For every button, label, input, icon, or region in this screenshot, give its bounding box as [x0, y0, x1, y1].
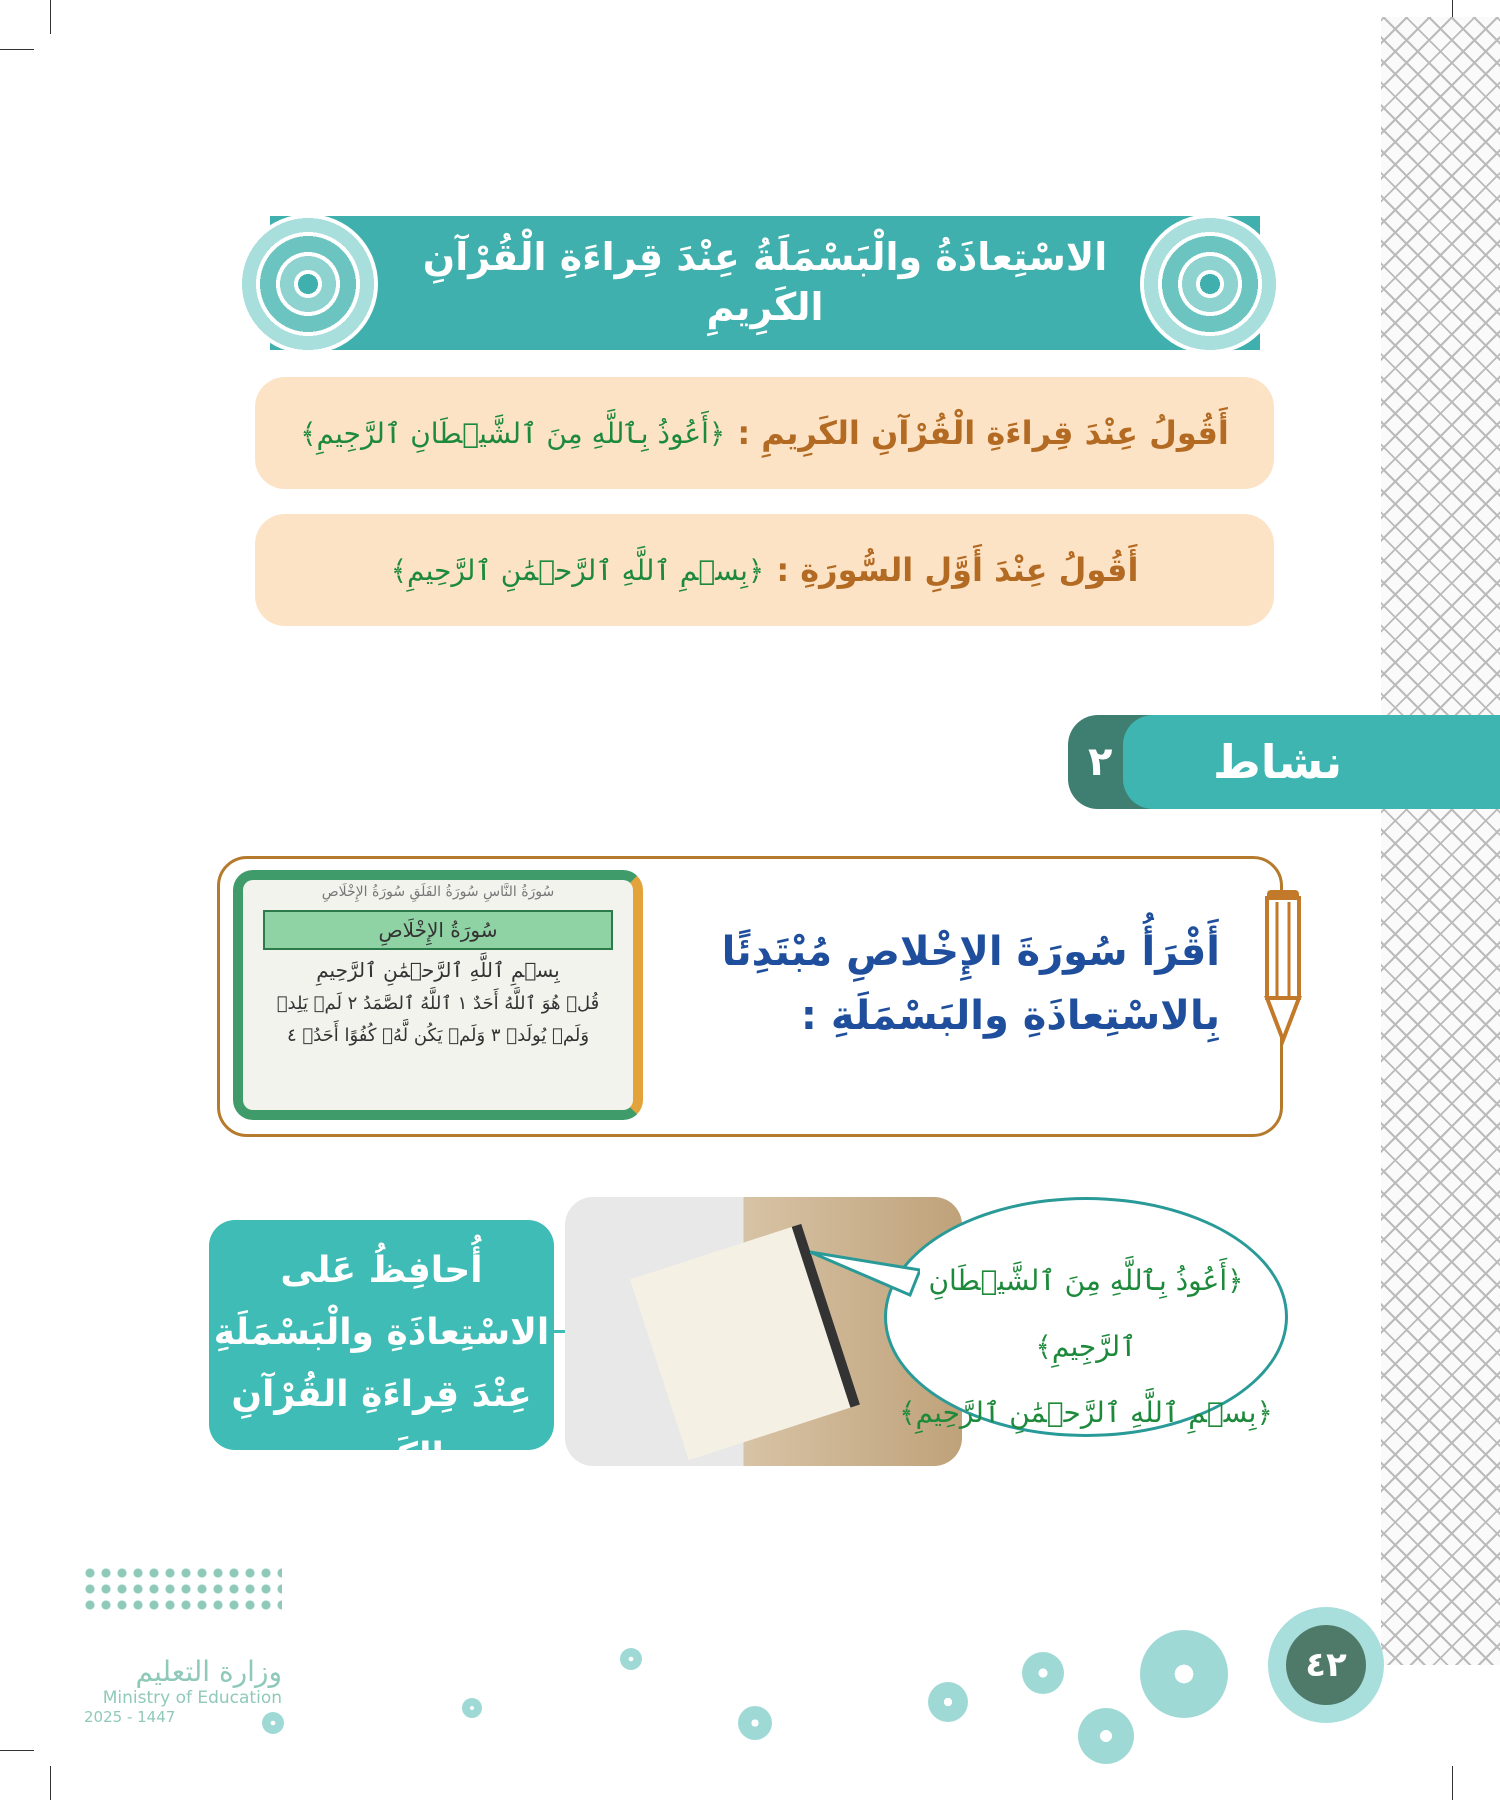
rule-label: أَقُولُ عِنْدَ أَوَّلِ السُّورَةِ :	[776, 551, 1139, 589]
rosette-icon	[738, 1706, 772, 1740]
logo-year: 2025 - 1447	[84, 1708, 176, 1726]
mushaf-verses: قُلۡ هُوَ ٱللَّهُ أَحَدٌ ١ ٱللَّهُ ٱلصَّمَدُ ٢ لَمۡ يَلِدۡ وَلَمۡ يُولَدۡ ٣ وَلَمۡ يَكُن لَّهُۥ كُفُوًا أَحَدُۢ ٤	[276, 993, 600, 1046]
decorative-pattern-strip	[1381, 17, 1500, 1665]
activity-number: ٢	[1068, 715, 1208, 809]
crop-mark	[50, 0, 51, 34]
rosette-icon	[928, 1682, 968, 1722]
rosette-icon	[1022, 1652, 1064, 1694]
lesson-title-banner	[270, 216, 1260, 350]
crop-mark	[0, 1750, 34, 1751]
crop-mark	[1452, 1766, 1453, 1800]
speech-bubble	[884, 1197, 1288, 1437]
rosette-icon	[1140, 1630, 1228, 1718]
rule-quote: ﴿بِسۡمِ ٱللَّهِ ٱلرَّحۡمَٰنِ ٱلرَّحِيمِ﴾	[390, 553, 765, 587]
mushaf-labels: سُورَةُ النَّاسِ سُورَةُ الفَلَقِ سُورَةُ الإِخْلَاصِ	[321, 884, 555, 900]
mushaf-image	[233, 870, 643, 1120]
crop-mark	[50, 1766, 51, 1800]
activity-instruction: أَقْرَأُ سُورَةَ الإِخْلاصِ مُبْتَدِئًا بِالاسْتِعاذَةِ والبَسْمَلَةِ :	[721, 929, 1220, 1039]
logo-arabic: وزارة التعليم	[135, 1655, 282, 1688]
activity-tab	[1068, 715, 1500, 809]
rule-label: أَقُولُ عِنْدَ قِراءَةِ الْقُرْآنِ الكَرِيمِ :	[737, 414, 1229, 452]
pencil-icon	[1263, 890, 1303, 1045]
basmala-rule	[255, 514, 1274, 626]
mushaf-header: سُورَةُ الإِخْلَاصِ	[263, 910, 613, 950]
rosette-icon	[462, 1698, 482, 1718]
lesson-title: الاسْتِعاذَةُ والْبَسْمَلَةُ عِنْدَ قِراءَةِ الْقُرْآنِ الكَرِيمِ	[422, 235, 1108, 329]
rosette-icon	[238, 214, 378, 354]
ministry-logo	[82, 1565, 282, 1726]
logo-dots	[82, 1565, 282, 1615]
rosette-icon	[620, 1648, 642, 1670]
activity-label: نشاط	[1123, 715, 1500, 809]
crop-mark	[0, 49, 34, 50]
rosette-icon	[1078, 1708, 1134, 1764]
rosette-icon	[1140, 214, 1280, 354]
rule-quote: ﴿أَعُوذُ بِٱللَّهِ مِنَ ٱلشَّيۡطَانِ ٱلرَّجِيمِ﴾	[300, 416, 726, 450]
bubble-tail	[810, 1250, 920, 1300]
page-number: ٤٢	[1286, 1625, 1366, 1705]
mushaf-basmala: بِسۡمِ ٱللَّهِ ٱلرَّحۡمَٰنِ ٱلرَّحِيمِ	[316, 958, 560, 982]
logo-english: Ministry of Education	[102, 1688, 282, 1708]
reminder-box: أُحافِظُ عَلى الاسْتِعاذَةِ والْبَسْمَلَةِ عِنْدَ قِراءَةِ القُرْآنِ الكَرِيمِ.	[209, 1220, 554, 1450]
bubble-istiadha: ﴿أَعُوذُ بِٱللَّهِ مِنَ ٱلشَّيۡطَانِ ٱلرَّجِيمِ﴾	[928, 1264, 1244, 1363]
rosette-icon	[262, 1712, 284, 1734]
bubble-basmala: ﴿بِسۡمِ ٱللَّهِ ٱلرَّحۡمَٰنِ ٱلرَّحِيمِ﴾	[899, 1396, 1273, 1429]
istiadha-rule	[255, 377, 1274, 489]
